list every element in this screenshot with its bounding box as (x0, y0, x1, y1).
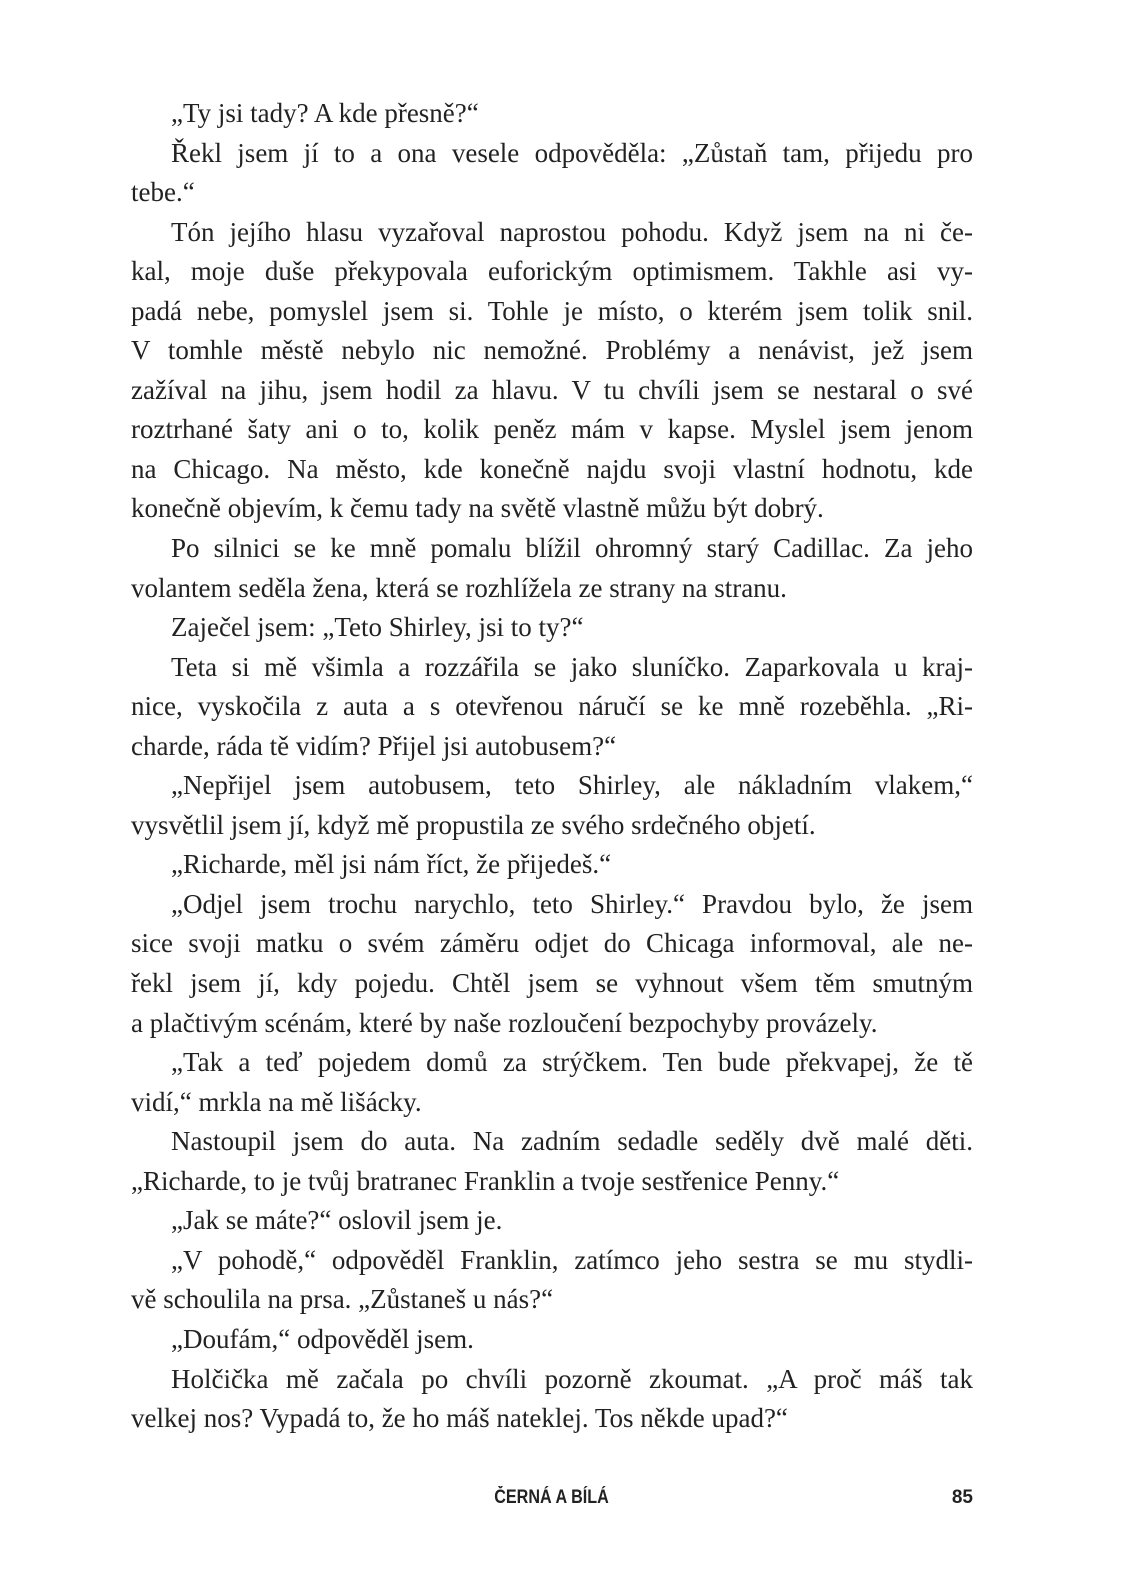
paragraph (131, 1201, 973, 1241)
text-line: „Odjel jsem trochu narychlo, teto Shirley.“ Pravdou bylo, že jsem (171, 888, 973, 919)
paragraph (131, 213, 973, 529)
text-line: Holčička mě začala po chvíli pozorně zkoumat. „A proč máš tak (171, 1363, 973, 1394)
text-line: Tón jejího hlasu vyzařoval naprostou pohodu. Když jsem na ni če- (171, 216, 973, 247)
paragraph (131, 766, 973, 845)
text-line: „V pohodě,“ odpověděl Franklin, zatímco jeho sestra se mu stydli- (171, 1244, 973, 1275)
text-line: „Nepřijel jsem autobusem, teto Shirley, ale nákladním vlakem,“ (171, 770, 973, 801)
text-line: „Richarde, to je tvůj bratranec Franklin a tvoje sestřenice Penny.“ (131, 1165, 840, 1196)
text-line: Zaječel jsem: „Teto Shirley, jsi to ty?“ (171, 612, 584, 643)
text-line: velkej nos? Vypadá to, že ho máš nateklej. Tos někde upad?“ (131, 1403, 788, 1434)
text-line: „Tak a teď pojedem domů za strýčkem. Ten bude překvapej, že tě (171, 1047, 973, 1078)
paragraph (131, 1241, 973, 1320)
text-line: na Chicago. Na město, kde konečně najdu svoji vlastní hodnotu, kde (131, 453, 973, 484)
body-text (131, 94, 973, 1439)
text-line: charde, ráda tě vidím? Přijel jsi autobusem?“ (131, 730, 617, 761)
paragraph (131, 608, 973, 648)
text-line: Teta si mě všimla a rozzářila se jako sluníčko. Zaparkovala u kraj- (171, 651, 973, 682)
text-line: řekl jsem jí, kdy pojedu. Chtěl jsem se vyhnout všem těm smutným (131, 968, 973, 999)
text-line: tebe.“ (131, 177, 195, 208)
text-line: „Jak se máte?“ oslovil jsem je. (171, 1205, 503, 1236)
text-line: vě schoulila na prsa. „Zůstaneš u nás?“ (131, 1284, 554, 1315)
text-line: volantem seděla žena, která se rozhlížela ze strany na stranu. (131, 572, 787, 603)
page-number: 85 (951, 1487, 973, 1508)
text-line: Po silnici se ke mně pomalu blížil ohromný starý Cadillac. Za jeho (171, 533, 973, 564)
paragraph (131, 1360, 973, 1439)
paragraph (131, 94, 973, 134)
text-line: zažíval na jihu, jsem hodil za hlavu. V tu chvíli jsem se nestaral o své (131, 374, 973, 405)
text-line: vysvětlil jsem jí, když mě propustila ze svého srdečného objetí. (131, 809, 816, 840)
text-line: a plačtivým scénám, které by naše rozloučení bezpochyby provázely. (131, 1007, 878, 1038)
text-line: „Ty jsi tady? A kde přesně?“ (171, 98, 479, 128)
paragraph (131, 1043, 973, 1122)
text-line: sice svoji matku o svém záměru odjet do Chicaga informoval, ale ne- (131, 928, 973, 959)
text-line: konečně objevím, k čemu tady na světě vlastně můžu být dobrý. (131, 493, 824, 524)
paragraph (131, 1122, 973, 1201)
text-line: kal, moje duše překypovala euforickým optimismem. Takhle asi vy- (131, 256, 973, 287)
text-line: „Doufám,“ odpověděl jsem. (171, 1323, 474, 1354)
paragraph (131, 885, 973, 1043)
paragraph (131, 529, 973, 608)
text-line: „Richarde, měl jsi nám říct, že přijedeš.“ (171, 849, 612, 880)
text-line: nice, vyskočila z auta a s otevřenou náručí se ke mně rozeběhla. „Ri- (131, 691, 973, 722)
text-line: Nastoupil jsem do auta. Na zadním sedadle seděly dvě malé děti. (171, 1126, 973, 1157)
text-line: Řekl jsem jí to a ona vesele odpověděla: „Zůstaň tam, přijedu pro (171, 137, 973, 168)
text-line: V tomhle městě nebylo nic nemožné. Problémy a nenávist, jež jsem (131, 335, 973, 366)
text-line: roztrhané šaty ani o to, kolik peněz mám v kapse. Myslel jsem jenom (131, 414, 973, 445)
paragraph (131, 134, 973, 213)
running-footer-title: ČERNÁ A BÍLÁ (494, 1487, 609, 1508)
paragraph (131, 648, 973, 767)
paragraph (131, 845, 973, 885)
paragraph (131, 1320, 973, 1360)
text-line: vidí,“ mrkla na mě lišácky. (131, 1086, 422, 1117)
text-line: padá nebe, pomyslel jsem si. Tohle je místo, o kterém jsem tolik snil. (131, 295, 973, 326)
